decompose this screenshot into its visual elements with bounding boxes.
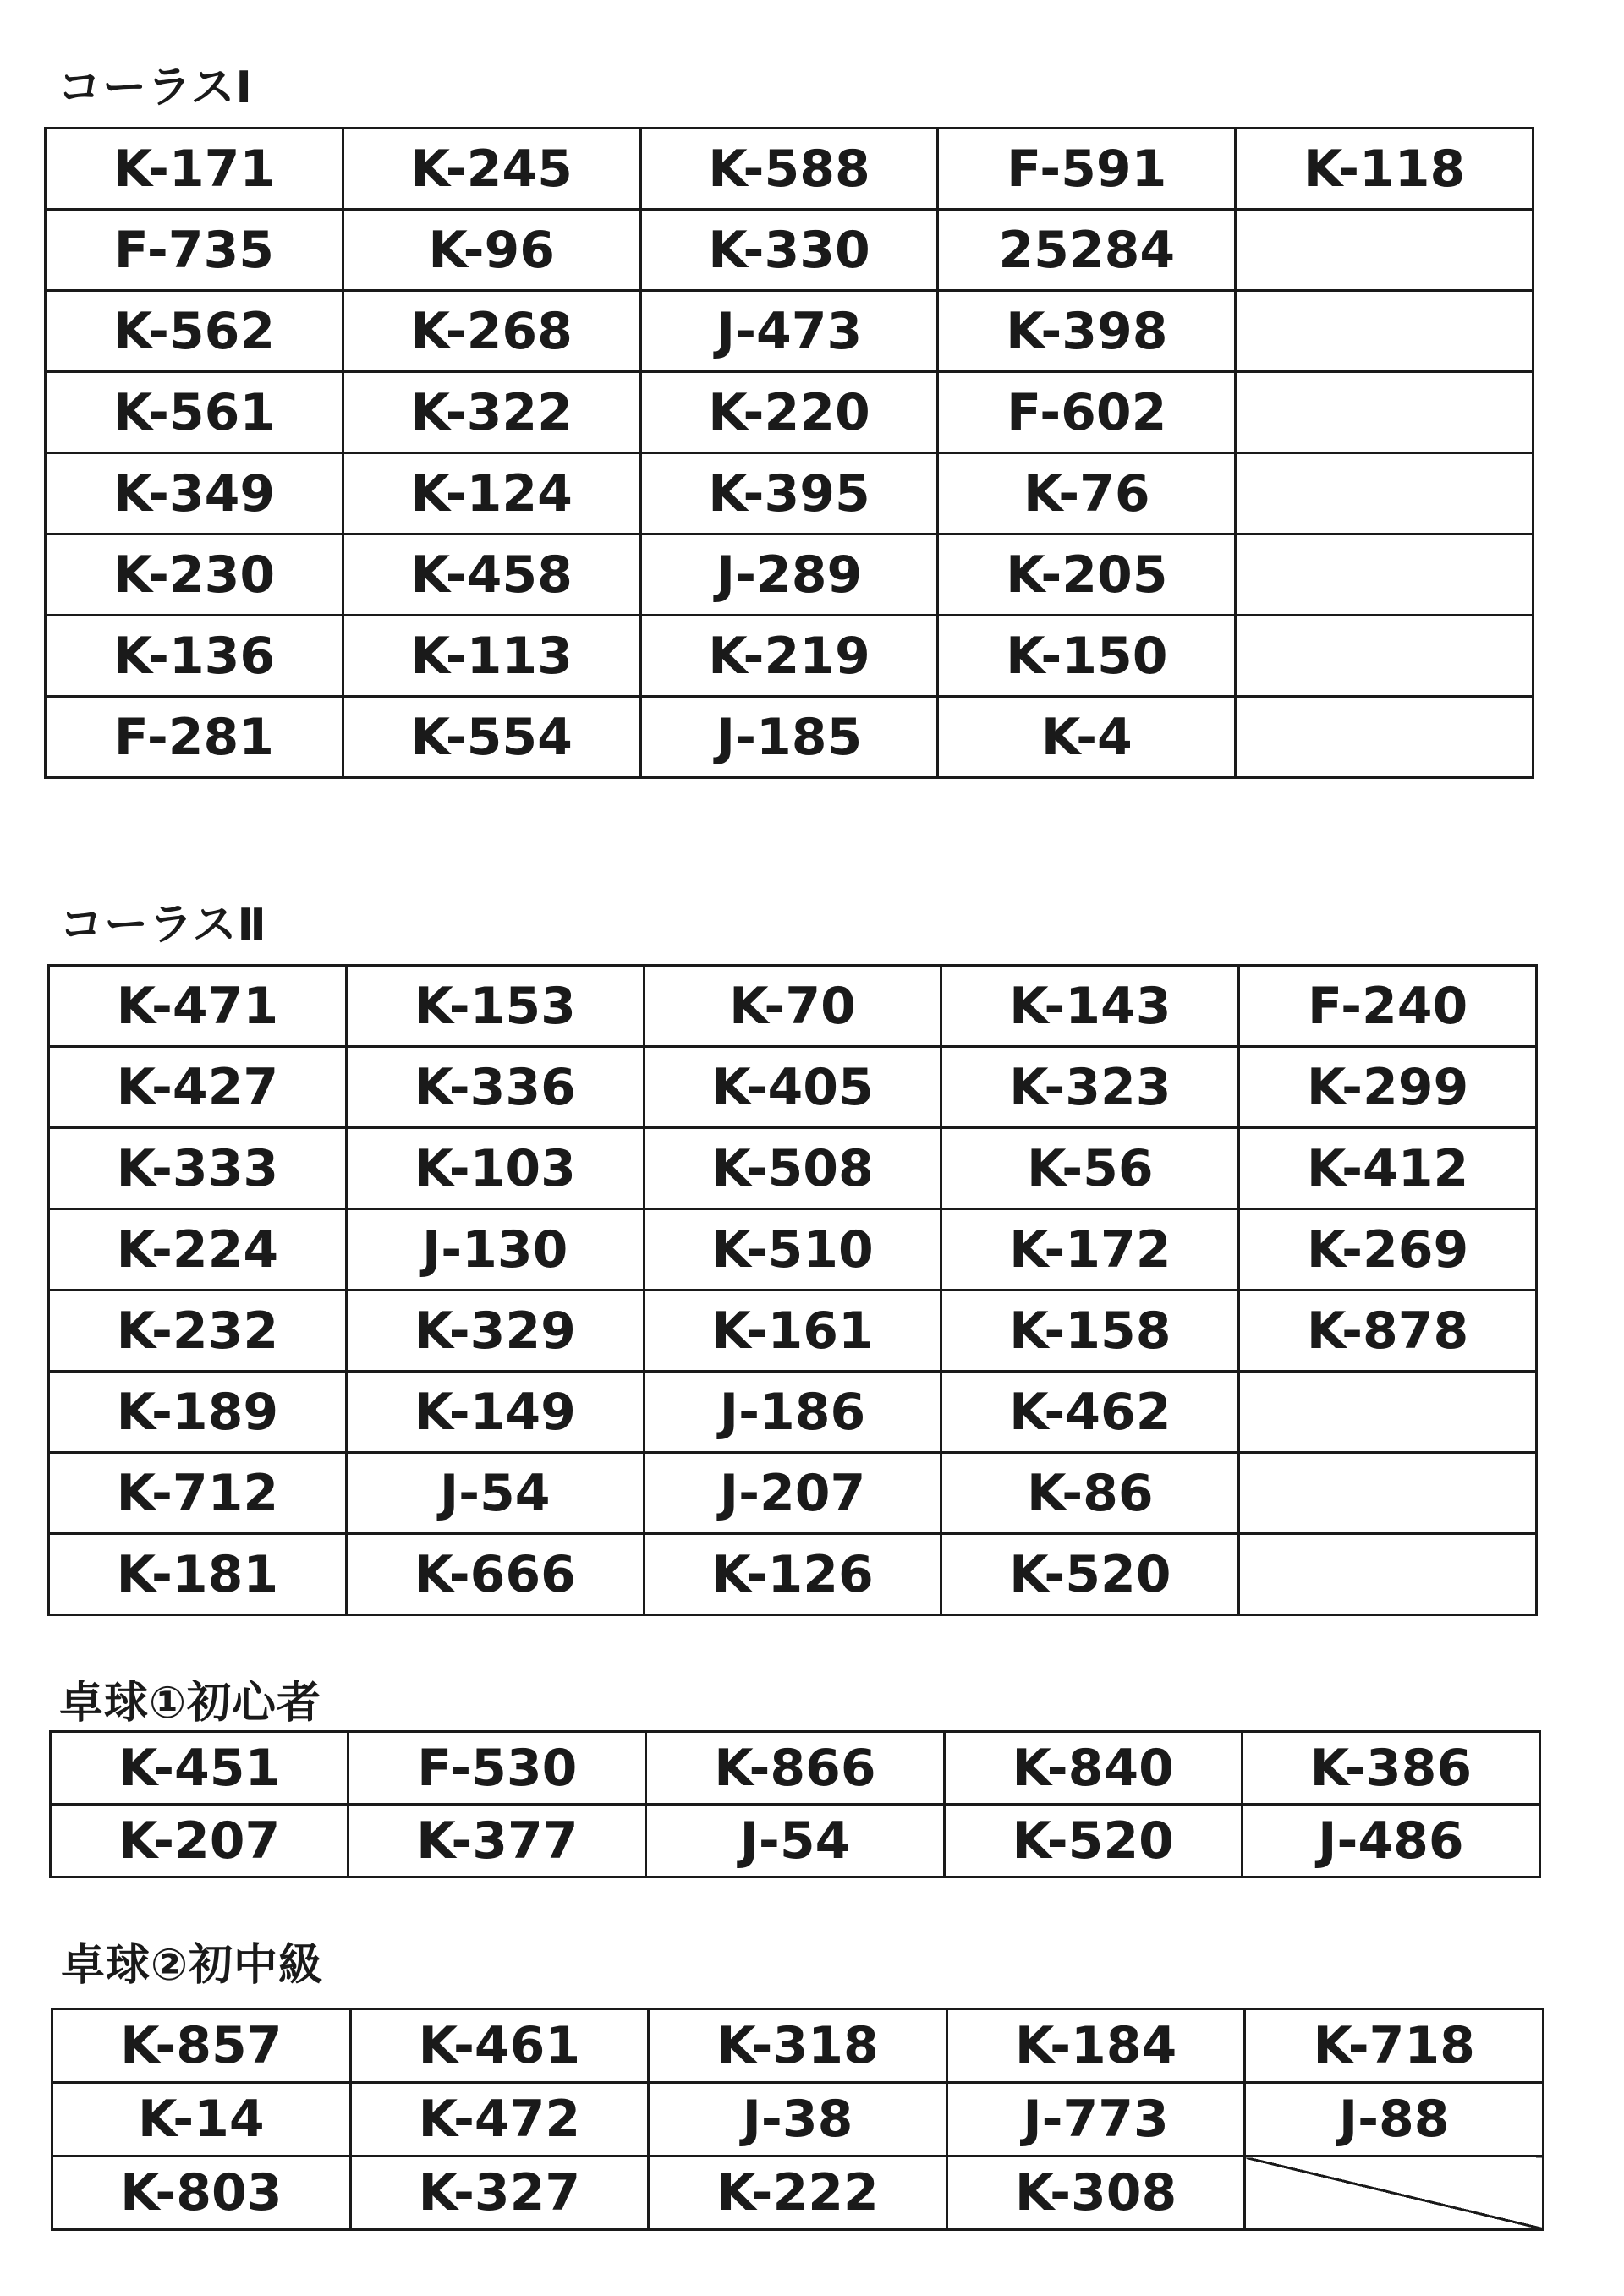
table-cell: K-712 <box>49 1453 347 1534</box>
table-cell: K-520 <box>941 1534 1239 1615</box>
table-cell: J-54 <box>346 1453 644 1534</box>
section-title-chorus-1: コーラスⅠ <box>58 63 253 113</box>
table-row <box>46 372 1533 453</box>
table-cell: K-299 <box>1239 1047 1537 1128</box>
table-cell: K-508 <box>644 1128 941 1209</box>
table-cell: F-240 <box>1239 966 1537 1047</box>
table-cell: K-330 <box>640 210 938 291</box>
table-cell: K-161 <box>644 1290 941 1372</box>
table-row <box>51 1805 1540 1877</box>
table-cell: K-336 <box>346 1047 644 1128</box>
table-row <box>49 1372 1537 1453</box>
table-row <box>52 2009 1544 2083</box>
table-cell: J-88 <box>1245 2083 1544 2156</box>
table-cell: K-126 <box>644 1534 941 1615</box>
table-cell: K-220 <box>640 372 938 453</box>
table-cell: J-486 <box>1242 1805 1539 1877</box>
table-cell: K-172 <box>941 1209 1239 1290</box>
table-row <box>46 616 1533 697</box>
table-cell: K-318 <box>649 2009 947 2083</box>
table-cell: K-471 <box>49 966 347 1047</box>
table-cell: K-181 <box>49 1534 347 1615</box>
table-cell <box>1239 1372 1537 1453</box>
table-cell <box>1236 210 1533 291</box>
table-cell: K-56 <box>941 1128 1239 1209</box>
table-cell: K-562 <box>46 291 343 372</box>
table-cell: K-171 <box>46 129 343 210</box>
table-cell: K-4 <box>938 697 1236 778</box>
table-cell: K-269 <box>1239 1209 1537 1290</box>
table-cell: K-878 <box>1239 1290 1537 1372</box>
table-cell: K-398 <box>938 291 1236 372</box>
table-cell: F-530 <box>348 1732 646 1805</box>
table-cell: K-462 <box>941 1372 1239 1453</box>
table-row <box>52 2083 1544 2156</box>
empty-slashed-cell <box>1245 2156 1544 2230</box>
table-cell: K-158 <box>941 1290 1239 1372</box>
table-cell: K-136 <box>46 616 343 697</box>
table-cell: K-323 <box>941 1047 1239 1128</box>
table-cell: K-124 <box>343 453 640 534</box>
table-cell: K-866 <box>646 1732 944 1805</box>
chorus-1-table <box>44 127 1534 779</box>
table-cell: K-245 <box>343 129 640 210</box>
table-cell: K-461 <box>350 2009 649 2083</box>
table-cell: K-70 <box>644 966 941 1047</box>
table-cell: J-185 <box>640 697 938 778</box>
table-cell: K-510 <box>644 1209 941 1290</box>
table-cell: K-451 <box>51 1732 348 1805</box>
table-cell: K-472 <box>350 2083 649 2156</box>
table-cell: K-333 <box>49 1128 347 1209</box>
table-cell: F-281 <box>46 697 343 778</box>
table-cell: K-588 <box>640 129 938 210</box>
table-cell: K-322 <box>343 372 640 453</box>
table-cell: K-386 <box>1242 1732 1539 1805</box>
table-cell: K-458 <box>343 534 640 616</box>
table-row <box>49 966 1537 1047</box>
table-cell: K-219 <box>640 616 938 697</box>
table-cell: K-207 <box>51 1805 348 1877</box>
table-cell: F-735 <box>46 210 343 291</box>
table-row <box>51 1732 1540 1805</box>
table-cell <box>1239 1534 1537 1615</box>
table-cell: J-130 <box>346 1209 644 1290</box>
table-cell: K-803 <box>52 2156 351 2230</box>
table-cell: K-143 <box>941 966 1239 1047</box>
table-row <box>49 1209 1537 1290</box>
table-cell: J-207 <box>644 1453 941 1534</box>
table-row <box>49 1534 1537 1615</box>
table-row <box>49 1128 1537 1209</box>
table-cell: K-76 <box>938 453 1236 534</box>
table-cell: K-412 <box>1239 1128 1537 1209</box>
table-cell <box>1236 697 1533 778</box>
chorus-2-table <box>47 964 1538 1616</box>
table-cell: K-113 <box>343 616 640 697</box>
table-cell: 25284 <box>938 210 1236 291</box>
section-title-chorus-2: コーラスⅡ <box>59 900 267 951</box>
table-cell: K-857 <box>52 2009 351 2083</box>
table-cell: K-153 <box>346 966 644 1047</box>
table-cell: K-520 <box>944 1805 1242 1877</box>
table-cell: K-96 <box>343 210 640 291</box>
table-cell: K-14 <box>52 2083 351 2156</box>
table-cell: K-840 <box>944 1732 1242 1805</box>
table-row <box>52 2156 1544 2230</box>
table-cell: K-427 <box>49 1047 347 1128</box>
table-row <box>49 1453 1537 1534</box>
table-cell: K-150 <box>938 616 1236 697</box>
table-cell: K-189 <box>49 1372 347 1453</box>
table-row <box>46 697 1533 778</box>
table-cell: K-222 <box>649 2156 947 2230</box>
table-cell: K-308 <box>946 2156 1245 2230</box>
table-cell: J-473 <box>640 291 938 372</box>
table-cell: F-591 <box>938 129 1236 210</box>
table-cell: J-38 <box>649 2083 947 2156</box>
table-cell: K-232 <box>49 1290 347 1372</box>
table-cell <box>1236 291 1533 372</box>
table-cell <box>1236 372 1533 453</box>
table-cell: F-602 <box>938 372 1236 453</box>
table-tennis-beginner-table <box>49 1730 1541 1878</box>
table-cell <box>1239 1453 1537 1534</box>
table-cell: K-118 <box>1236 129 1533 210</box>
table-row <box>49 1047 1537 1128</box>
table-cell: K-327 <box>350 2156 649 2230</box>
table-row <box>46 453 1533 534</box>
table-cell <box>1236 453 1533 534</box>
table-cell: K-103 <box>346 1128 644 1209</box>
table-cell: K-718 <box>1245 2009 1544 2083</box>
table-cell: K-268 <box>343 291 640 372</box>
table-cell: K-666 <box>346 1534 644 1615</box>
table-cell: K-395 <box>640 453 938 534</box>
table-cell: K-349 <box>46 453 343 534</box>
table-row <box>46 291 1533 372</box>
table-row <box>46 129 1533 210</box>
table-cell: K-554 <box>343 697 640 778</box>
table-tennis-intermediate-table <box>51 2008 1544 2231</box>
table-cell: K-405 <box>644 1047 941 1128</box>
table-row <box>46 210 1533 291</box>
section-title-table-tennis-intermediate: 卓球②初中級 <box>61 1940 324 1991</box>
table-cell: K-184 <box>946 2009 1245 2083</box>
table-cell: K-329 <box>346 1290 644 1372</box>
table-cell: K-230 <box>46 534 343 616</box>
table-cell: K-86 <box>941 1453 1239 1534</box>
table-row <box>46 534 1533 616</box>
table-cell: K-561 <box>46 372 343 453</box>
table-cell: J-186 <box>644 1372 941 1453</box>
section-title-table-tennis-beginner: 卓球①初心者 <box>59 1678 322 1729</box>
table-cell: J-54 <box>646 1805 944 1877</box>
table-cell <box>1236 534 1533 616</box>
table-cell <box>1236 616 1533 697</box>
table-row <box>49 1290 1537 1372</box>
table-cell: K-205 <box>938 534 1236 616</box>
table-cell: J-289 <box>640 534 938 616</box>
table-cell: K-224 <box>49 1209 347 1290</box>
table-cell: J-773 <box>946 2083 1245 2156</box>
table-cell: K-377 <box>348 1805 646 1877</box>
table-cell: K-149 <box>346 1372 644 1453</box>
